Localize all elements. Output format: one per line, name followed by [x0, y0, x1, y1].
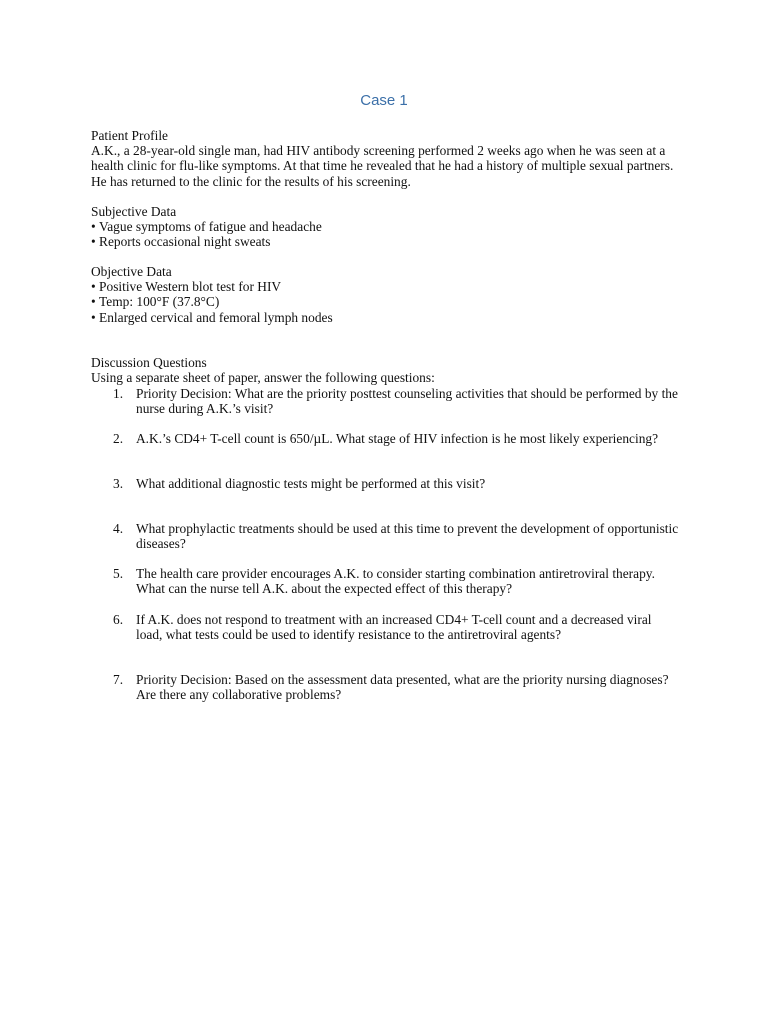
question-number: 1.: [113, 386, 124, 401]
list-item: • Temp: 100°F (37.8°C): [91, 294, 691, 309]
subjective-data-list: [91, 219, 691, 249]
discussion-intro: Using a separate sheet of paper, answer the following questions:: [91, 370, 435, 386]
question-number: 4.: [113, 521, 124, 536]
patient-profile-text: A.K., a 28-year-old single man, had HIV antibody screening performed 2 weeks ago when he was seen at a health clinic for flu-like symptoms. At that time he revealed that he had a history of multiple sexual partners. He has returned to the clinic for the results of his screening.: [91, 143, 674, 189]
page-title: Case 1: [360, 92, 408, 109]
question-text: What additional diagnostic tests might be performed at this visit?: [136, 476, 486, 491]
question-text: The health care provider encourages A.K. to consider starting combination antiretroviral therapy. What can the nurse tell A.K. about the expected effect of this therapy?: [136, 566, 655, 597]
question-text: Priority Decision: What are the priority posttest counseling activities that should be performed by the nurse during A.K.’s visit?: [136, 386, 678, 417]
list-item: • Vague symptoms of fatigue and headache: [91, 219, 691, 234]
question-number: 2.: [113, 431, 124, 446]
list-item: • Enlarged cervical and femoral lymph nodes: [91, 310, 691, 325]
subjective-data-section: [91, 204, 691, 250]
question-text: A.K.’s CD4+ T-cell count is 650/µL. What stage of HIV infection is he most likely experiencing?: [136, 431, 659, 446]
patient-profile-section: [91, 128, 691, 189]
objective-data-heading: Objective Data: [91, 264, 172, 279]
subjective-data-heading: Subjective Data: [91, 204, 177, 219]
question-number: 6.: [113, 612, 124, 627]
objective-data-list: [91, 279, 691, 325]
question-text: If A.K. does not respond to treatment with an increased CD4+ T-cell count and a decreased viral load, what tests could be used to identify resistance to the antiretroviral agents?: [136, 612, 652, 643]
discussion-header: [91, 355, 691, 385]
question-text: Priority Decision: Based on the assessment data presented, what are the priority nursing diagnoses? Are there any collaborative problems?: [136, 672, 669, 703]
patient-profile-heading: Patient Profile: [91, 128, 168, 143]
question-number: 5.: [113, 566, 124, 581]
discussion-heading: Discussion Questions: [91, 355, 207, 370]
question-number: 3.: [113, 476, 124, 491]
list-item: • Reports occasional night sweats: [91, 234, 691, 249]
objective-data-section: [91, 264, 691, 325]
question-text: What prophylactic treatments should be used at this time to prevent the development of opportunistic diseases?: [136, 521, 679, 552]
question-number: 7.: [113, 672, 124, 687]
list-item: • Positive Western blot test for HIV: [91, 279, 691, 294]
